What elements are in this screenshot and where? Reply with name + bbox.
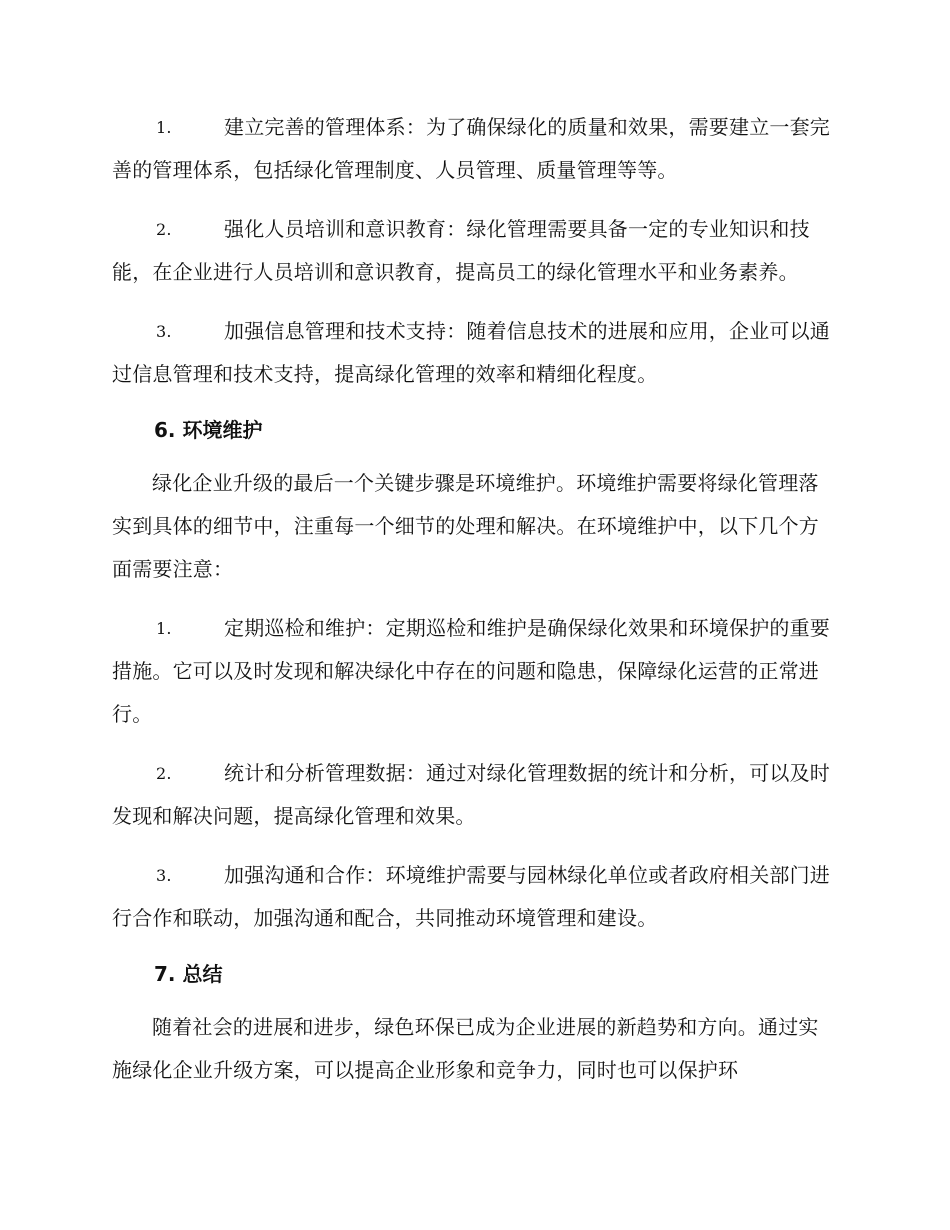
section-heading-summary: 7. 总结 xyxy=(154,962,223,986)
list-text: 统计和分析管理数据：通过对绿化管理数据的统计和分析，可以及时发现和解决问题，提高绿化管理和效果。 xyxy=(112,761,830,828)
list-item xyxy=(112,310,832,396)
section-intro-paragraph: 绿化企业升级的最后一个关键步骤是环境维护。环境维护需要将绿化管理落实到具体的细节中，注重每一个细节的处理和解决。在环境维护中，以下几个方面需要注意： xyxy=(112,471,819,581)
list-number: 1. xyxy=(156,619,172,638)
list-number: 3. xyxy=(156,866,172,885)
list-text: 加强沟通和合作：环境维护需要与园林绿化单位或者政府相关部门进行合作和联动，加强沟通和配合，共同推动环境管理和建设。 xyxy=(112,863,830,930)
list-number: 3. xyxy=(156,322,172,341)
list-item xyxy=(112,607,832,736)
document-page xyxy=(112,106,832,1108)
list-number: 2. xyxy=(156,764,172,783)
summary-paragraph: 随着社会的进展和进步，绿色环保已成为企业进展的新趋势和方向。通过实施绿化企业升级方案，可以提高企业形象和竞争力，同时也可以保护环 xyxy=(112,1015,819,1082)
list-item xyxy=(112,106,832,192)
list-item xyxy=(112,208,832,294)
list-number: 1. xyxy=(156,118,172,137)
section-heading-environment: 6. 环境维护 xyxy=(154,418,263,442)
list-text: 定期巡检和维护：定期巡检和维护是确保绿化效果和环境保护的重要措施。它可以及时发现和解决绿化中存在的问题和隐患，保障绿化运营的正常进行。 xyxy=(112,616,830,726)
list-item xyxy=(112,854,832,940)
list-text: 加强信息管理和技术支持：随着信息技术的进展和应用，企业可以通过信息管理和技术支持，提高绿化管理的效率和精细化程度。 xyxy=(112,319,830,386)
list-item xyxy=(112,752,832,838)
list-text: 强化人员培训和意识教育：绿化管理需要具备一定的专业知识和技能，在企业进行人员培训和意识教育，提高员工的绿化管理水平和业务素养。 xyxy=(112,217,810,284)
list-number: 2. xyxy=(156,220,172,239)
list-text: 建立完善的管理体系：为了确保绿化的质量和效果，需要建立一套完善的管理体系，包括绿化管理制度、人员管理、质量管理等等。 xyxy=(112,115,830,182)
